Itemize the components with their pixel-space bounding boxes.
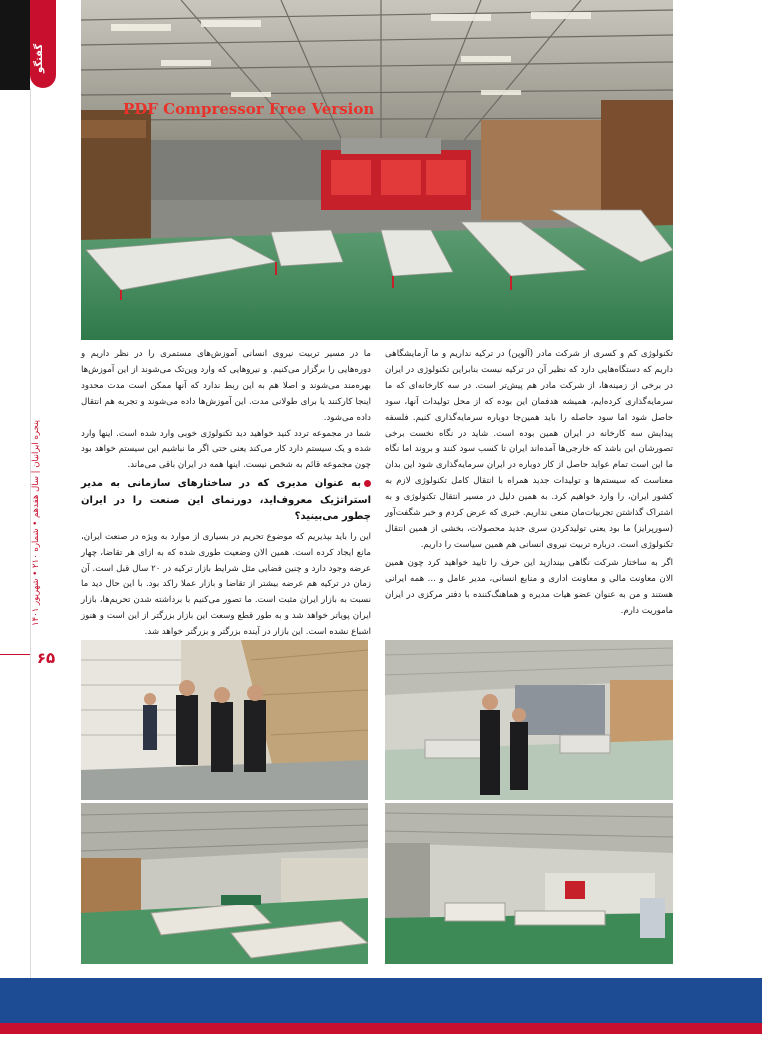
paragraph: این را باید بپذیریم که موضوع تحریم در بسیاری از موارد به ویژه در صنعت ایران، مانع ایجاد کرده است. همین الان وضعیت طوری شده که به ازای هر تقاضا، چهار عرضه وجود دارد و چنین فضایی مثل شرایط بازار ترکیه در ۲۰ سال قبل است. آن زمان در ترکیه هم عرضه بیشتر از تقاضا و بازار عملا راکد بود. با این حال دید ما نسبت به بازار ایران مثبت است. ما تصور می‌کنیم با برداشته شدن تحریم‌ها، بازار ایران پویاتر خواهد شد و به طور قطع وسعت این بازار بزرگتر از این است و هنوز اشباع نشده است. این بازار در آینده بزرگتر و بزرگتر خواهد شد.: [81, 531, 371, 638]
bullet-icon: [364, 480, 371, 487]
question-text: به عنوان مدیری که در ساختارهای سازمانی به مدیر استراتژیک معروف‌اید، دورنمای این صنعت را در ایران چطور می‌بینید؟: [81, 478, 371, 523]
article-column-right: [385, 347, 673, 619]
factory-floor-photo: [81, 803, 368, 964]
production-line-photo: [385, 803, 673, 964]
executives-walking-photo: [81, 640, 368, 800]
paragraph: اگر به ساختار شرکت نگاهی بیندازید این حرف را تایید خواهید کرد چون همین الان معاونت مالی و معاونت اداری و منابع انسانی، مدیر عامل و ... همه ایرانی هستند و من به عنوان عضو هیات مدیره و هماهنگ‌کننده با دفتر مرکزی در ایران ماموریت دارم.: [385, 557, 673, 616]
article-column-left: [81, 347, 371, 641]
paragraph: شما در مجموعه تردد کنید خواهید دید تکنولوژی خوبی وارد شده است. اینها وارد شده و یک سیستم دارد کار می‌کند یعنی حتی اگر ما نباشیم این سیستم خواهد بود چون مجموعه قائم به شخص نیست. اینها همه در ایران باقی می‌ماند.: [81, 428, 371, 471]
executives-discussion-photo: [385, 640, 673, 800]
section-tab-label: گفتگو: [34, 43, 45, 73]
page-number-rule: [0, 654, 30, 655]
footer-band-blue: [0, 978, 762, 1023]
pdf-watermark: PDF Compressor Free Version: [123, 100, 375, 118]
running-title: پنجره ایرانیان | سال هفدهم • شماره ۲۱۰ • شهریور ۱۴۰۱: [31, 420, 41, 627]
paragraph: تکنولوژی کم و کسری از شرکت مادر (آلوپن) در ترکیه نداریم و ما آزمایشگاهی داریم که دستگاه‌هایی دارد که نظیر آن در ترکیه نیست بنابراین تکنولوژی در ایران در برخی از زمینه‌ها، از شرکت مادر هم پیش‌تر است. در سه کارخانه‌ای که ما سرمایه‌گذاری کرده‌ایم، همیشه هدفمان این بوده که از محل تولیدات آنها، سود حاصل شود اما سود حاصله را باید همین‌جا دوباره سرمایه‌گذاری کنیم. فلسفه پیدایش سه کارخانه در ایران همین بوده است. شاید در نگاه نخست برخی تصورشان این باشد که خارجی‌ها آمده‌اند ایران تا کسب سود کنند و بروند اما نگاه ما این است تمام عواید حاصل از کار دوباره در ایران سرمایه‌گذاری شود این بدان معناست که سیستم‌ها و تولیدات جدید همراه با انتقال کامل تکنولوژی لازم به کشور ایران، را وارد خواهیم کرد. به همین دلیل در مسیر انتقال تکنولوژی و به اشتراک گذاشتن تجربیات‌مان منعی نداریم. خبری که عرض کردم و خبر شگفت‌آور (سورپرایز) ما بود یعنی تولیدکردن سری جدید محصولات، بخشی از همین انتقال تکنولوژی است. درباره تربیت نیروی انسانی هم همین سیاست را داریم.: [385, 349, 673, 550]
page-number: ۶۵: [36, 649, 56, 667]
interview-question: [81, 476, 371, 526]
corner-black-block: [0, 0, 30, 90]
footer-band-white: [0, 1034, 762, 1045]
section-tab: [30, 0, 56, 88]
footer-band-red: [0, 1023, 762, 1034]
paragraph: ما در مسیر تربیت نیروی انسانی آموزش‌های مستمری را در نظر داریم و دوره‌هایی را برگزار می‌کنیم. و نیروهایی که وارد وین‌تک می‌شوند از این آموزش‌ها بهره‌مند می‌شوند و اصلا هم به این ربط ندارد که آنها ممکن است مدت محدود اینجا کارکنند یا برای طولانی مدت. این آموزش‌ها داده می‌شوند و تجربه هم انتقال داده می‌شود.: [81, 349, 371, 423]
factory-hall-photo: [81, 0, 673, 340]
